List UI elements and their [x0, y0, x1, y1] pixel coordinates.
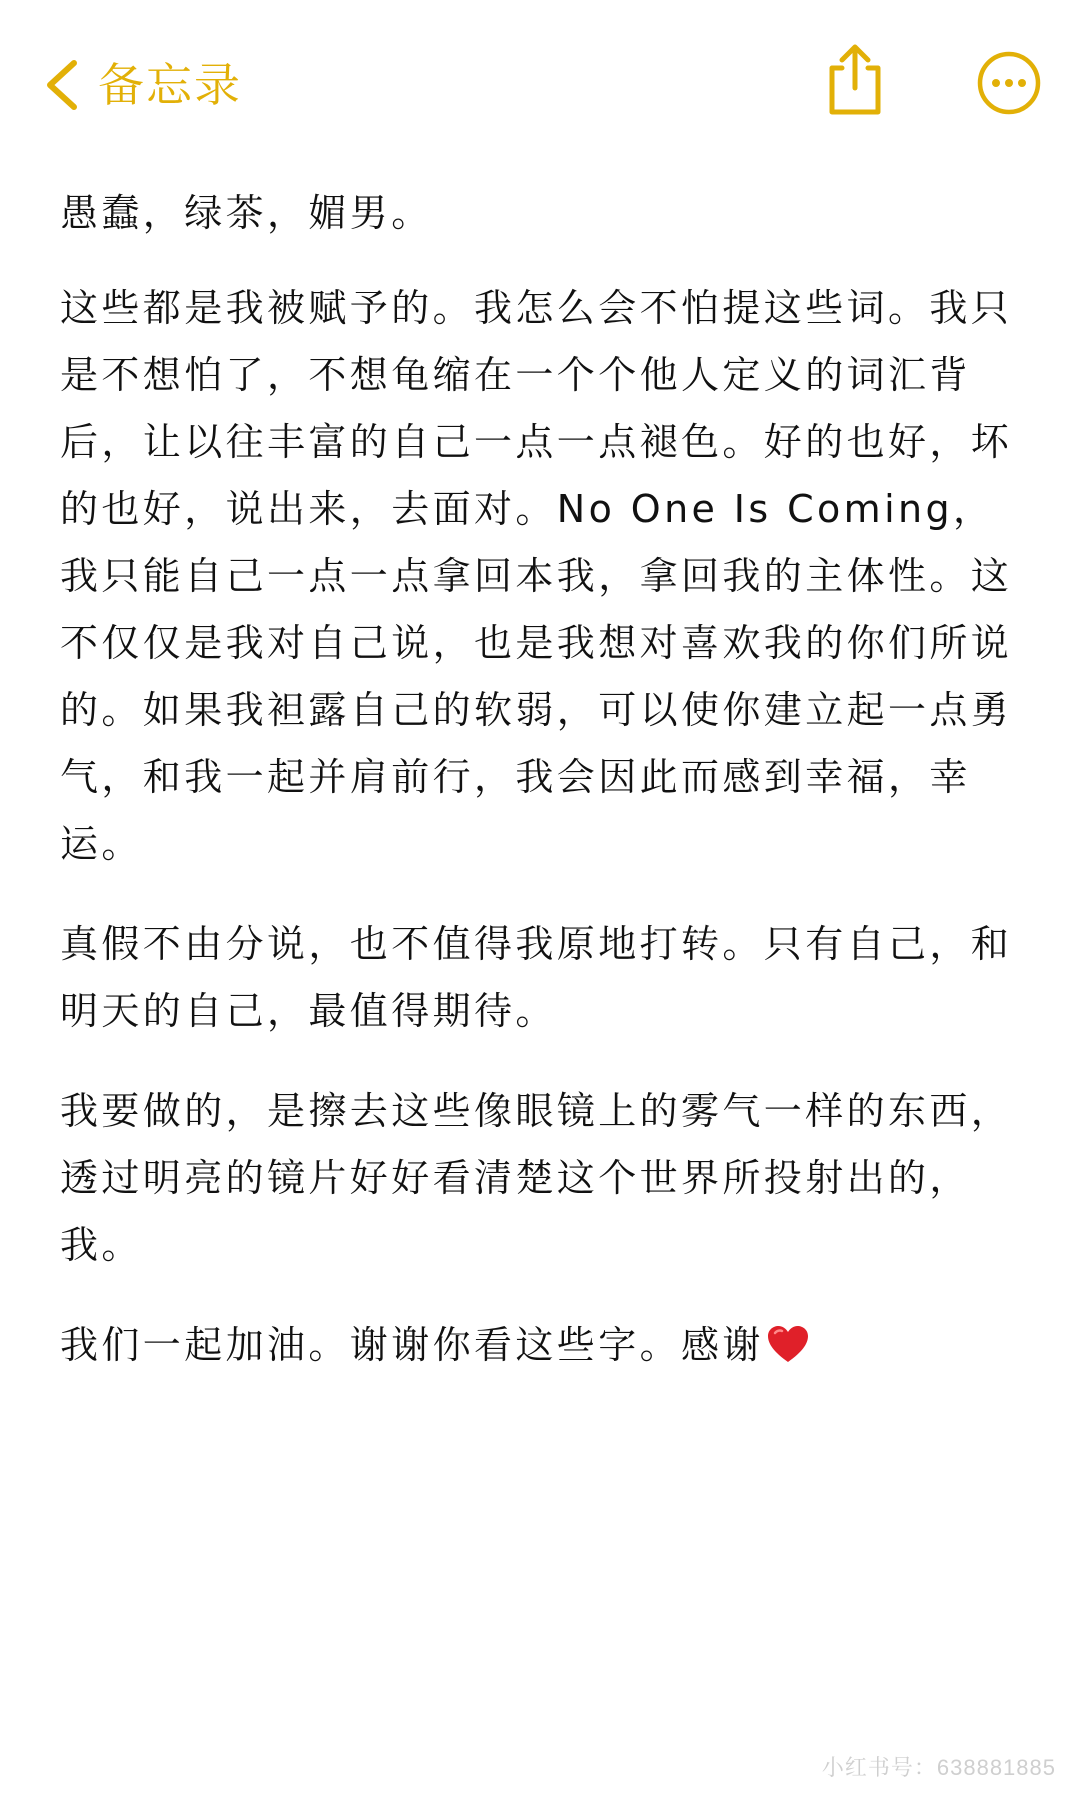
- note-paragraph: 真假不由分说，也不值得我原地打转。只有自己，和明天的自己，最值得期待。: [60, 922, 1013, 1033]
- back-button[interactable]: [40, 50, 242, 120]
- share-icon[interactable]: [818, 42, 892, 116]
- chevron-left-icon: [40, 55, 84, 115]
- ellipsis-circle-icon[interactable]: [976, 50, 1042, 116]
- note-body[interactable]: [60, 180, 1030, 1412]
- watermark: 小红书号：638881885: [821, 1755, 1056, 1780]
- note-paragraph-text: 我们一起加油。谢谢你看这些字。感谢: [60, 1323, 764, 1367]
- note-paragraph: 这些都是我被赋予的。我怎么会不怕提这些词。我只是不想怕了，不想龟缩在一个个他人定义的词汇背后，让以往丰富的自己一点一点褪色。好的也好，坏的也好，说出来，去面对。No One Is Coming，我只能自己一点一点拿回本我，拿回我的主体性。这不仅仅是我对自己说，也是我想对喜欢我的你们所说的。如果我袒露自己的软弱，可以使你建立起一点勇气，和我一起并肩前行，我会因此而感到幸福，幸运。: [60, 286, 1013, 866]
- note-paragraph-last: [60, 1312, 1030, 1379]
- note-paragraph: 我要做的，是擦去这些像眼镜上的雾气一样的东西，透过明亮的镜片好好看清楚这个世界所投射出的，我。: [60, 1089, 1013, 1267]
- heart-icon: [766, 1324, 810, 1364]
- back-label: 备忘录: [98, 58, 242, 112]
- note-paragraph: 愚蠢，绿茶，媚男。: [60, 191, 433, 235]
- navigation-bar: [0, 0, 1080, 165]
